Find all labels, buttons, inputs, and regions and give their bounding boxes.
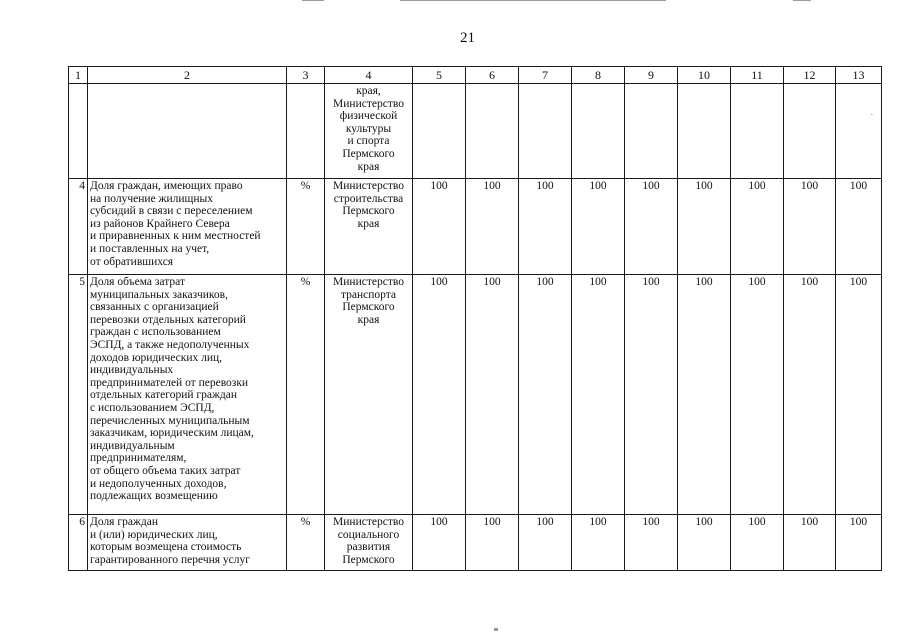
header-cell: 5	[413, 67, 466, 84]
value-cell: 100	[519, 275, 572, 515]
unit-cell: %	[287, 179, 325, 275]
table-row	[69, 84, 882, 179]
header-cell: 13	[836, 67, 882, 84]
value-cell: 100	[572, 515, 625, 571]
table-row	[69, 515, 882, 571]
indicator-name: Доля граждан, имеющих право на получение жилищных субсидий в связи с переселением из районов Крайнего Севера и приравненных к ним местностей и поставленных на учет, от обратившихся	[88, 179, 287, 275]
header-cell: 6	[466, 67, 519, 84]
row-number: 4	[69, 179, 88, 275]
value-cell: 100	[678, 179, 731, 275]
value-cell	[519, 84, 572, 179]
value-cell: 100	[784, 179, 836, 275]
value-cell: 100	[625, 515, 678, 571]
value-cell: 100	[466, 275, 519, 515]
row-number	[69, 84, 88, 179]
top-rule-left	[302, 0, 324, 1]
header-cell: 7	[519, 67, 572, 84]
value-cell: 100	[413, 179, 466, 275]
value-cell	[678, 84, 731, 179]
stray-mark: .	[870, 107, 873, 117]
value-cell: 100	[413, 275, 466, 515]
value-cell	[572, 84, 625, 179]
value-cell: 100	[413, 515, 466, 571]
value-cell: 100	[784, 275, 836, 515]
value-cell: 100	[519, 179, 572, 275]
executor-cell: Министерство строительства Пермского края	[325, 179, 413, 275]
value-cell: 100	[572, 179, 625, 275]
unit-cell	[287, 84, 325, 179]
value-cell: 100	[678, 275, 731, 515]
header-cell: 4	[325, 67, 413, 84]
header-cell: 8	[572, 67, 625, 84]
header-row	[69, 67, 882, 84]
value-cell	[731, 84, 784, 179]
value-cell: 100	[678, 515, 731, 571]
value-cell: 100	[731, 179, 784, 275]
header-cell: 12	[784, 67, 836, 84]
top-rule-center	[400, 0, 666, 1]
header-cell: 10	[678, 67, 731, 84]
header-cell: 2	[88, 67, 287, 84]
value-cell: 100	[519, 515, 572, 571]
row-number: 5	[69, 275, 88, 515]
value-cell: 100	[466, 515, 519, 571]
unit-cell: %	[287, 275, 325, 515]
header-cell: 9	[625, 67, 678, 84]
indicator-name: Доля граждан и (или) юридических лиц, которым возмещена стоимость гарантированного перечня услуг	[88, 515, 287, 571]
value-cell	[413, 84, 466, 179]
value-cell: 100	[625, 179, 678, 275]
header-cell: 11	[731, 67, 784, 84]
value-cell: 100	[836, 179, 882, 275]
value-cell: 100	[836, 275, 882, 515]
row-number: 6	[69, 515, 88, 571]
table-row	[69, 179, 882, 275]
indicator-name: Доля объема затрат муниципальных заказчиков, связанных с организацией перевозки отдельных категорий граждан с использованием ЭСПД, а также недополученных доходов юридических лиц, индивидуальных предпринимателей от перевозки отдельных категорий граждан с использованием ЭСПД, перечисленных муниципальным заказчикам, юридическим лицам, индивидуальным предпринимателям, от общего объема таких затрат и недополученных доходов, подлежащих возмещению	[88, 275, 287, 515]
indicator-name	[88, 84, 287, 179]
value-cell: 100	[731, 515, 784, 571]
unit-cell: %	[287, 515, 325, 571]
page-number: 21	[460, 30, 475, 46]
executor-cell: Министерство социального развития Пермского	[325, 515, 413, 571]
value-cell	[625, 84, 678, 179]
value-cell	[466, 84, 519, 179]
header-cell: 3	[287, 67, 325, 84]
indicator-table	[68, 66, 882, 571]
value-cell	[836, 84, 882, 179]
scan-mark	[494, 628, 498, 631]
value-cell: 100	[466, 179, 519, 275]
executor-cell: Министерство транспорта Пермского края	[325, 275, 413, 515]
value-cell	[784, 84, 836, 179]
table-row	[69, 275, 882, 515]
value-cell: 100	[572, 275, 625, 515]
executor-cell: края, Министерство физической культуры и спорта Пермского края	[325, 84, 413, 179]
header-cell: 1	[69, 67, 88, 84]
value-cell: 100	[836, 515, 882, 571]
top-rule-right	[793, 0, 811, 1]
value-cell: 100	[625, 275, 678, 515]
value-cell: 100	[731, 275, 784, 515]
value-cell: 100	[784, 515, 836, 571]
